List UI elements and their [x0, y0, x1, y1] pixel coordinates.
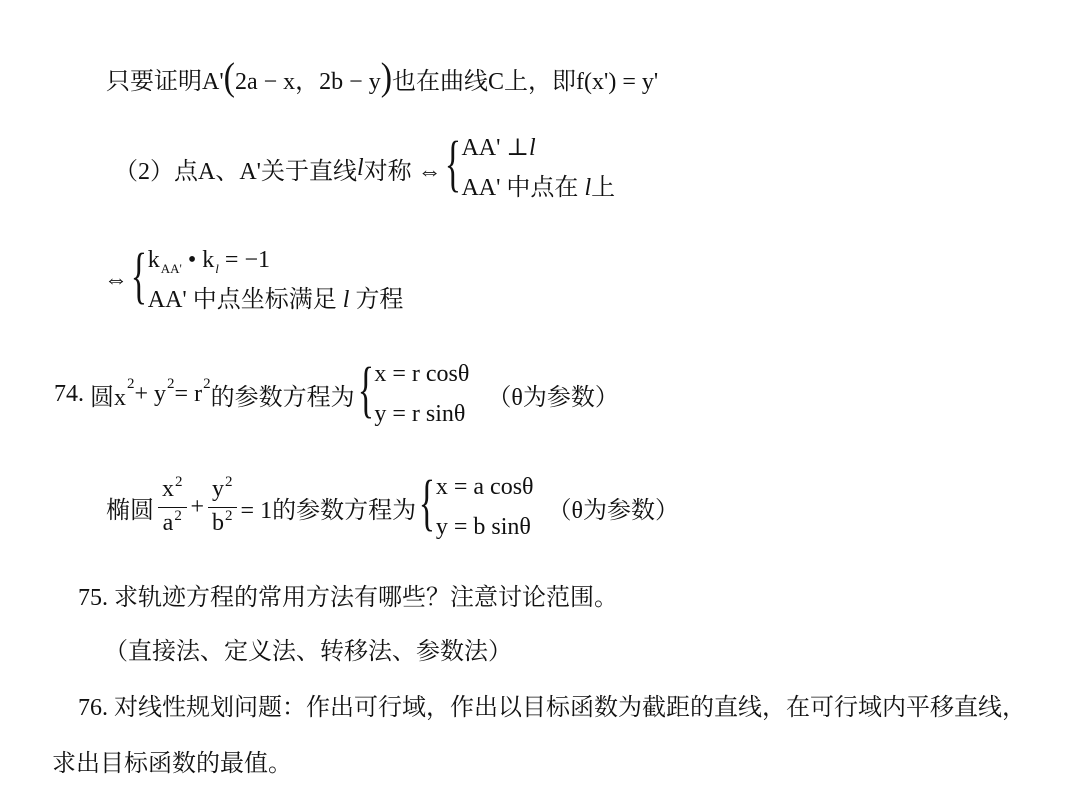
symmetry-item: [114, 128, 615, 208]
numerator: [158, 474, 187, 508]
ellipse-item: [106, 466, 679, 548]
row-text: AA' 中点在: [461, 175, 585, 201]
system-row: [461, 168, 615, 208]
system-row: [148, 240, 404, 280]
item-75-text: 75. 求轨迹方程的常用方法有哪些？注意讨论范围。: [78, 584, 618, 611]
superscript: 2: [203, 375, 211, 392]
line-l: l: [357, 154, 364, 181]
line-l: l: [529, 135, 536, 161]
row-text: AA' 中点坐标满足: [147, 287, 343, 313]
fraction-y: [208, 474, 237, 541]
right-paren: ): [380, 56, 393, 99]
system-row: x = a cosθ: [435, 474, 534, 500]
ellipse-system: [436, 467, 534, 547]
slope-k: k: [147, 247, 160, 273]
line-l: l: [584, 175, 592, 201]
circle-eq-eq: = r: [174, 380, 203, 407]
proof-line: [106, 58, 658, 98]
ellipse-post: = 1的参数方程为: [240, 497, 417, 524]
system-row: y = b sinθ: [435, 514, 531, 540]
symmetry-equiv: 对称 ⇔: [363, 158, 442, 185]
left-brace: {: [418, 469, 436, 537]
ellipse-plus: +: [190, 493, 205, 520]
superscript: 2: [175, 473, 183, 490]
var: a: [162, 509, 174, 536]
item-number: 74.: [54, 380, 84, 407]
equiv-arrow: ⇔: [104, 266, 128, 293]
superscript: 2: [225, 507, 233, 524]
left-paren: (: [223, 56, 235, 99]
symmetry-label: （2）点A、A'关于直线: [114, 158, 357, 185]
proof-point: 2a − x，2b − y: [234, 68, 381, 95]
row-text: 方程: [349, 287, 404, 313]
fraction-x: [158, 474, 187, 541]
left-brace: {: [130, 242, 148, 310]
param-note: （θ为参数）: [487, 384, 619, 411]
system-row: [461, 128, 615, 168]
item-75: [78, 574, 618, 614]
row-text: AA' ⊥: [461, 135, 529, 161]
param-note: （θ为参数）: [547, 497, 680, 524]
item-74: [54, 354, 619, 434]
proof-prefix: 只要证明A': [106, 68, 224, 95]
item-76-line1: [78, 684, 1026, 724]
superscript: 2: [225, 473, 233, 490]
denominator: [159, 508, 186, 541]
numerator: [208, 474, 237, 508]
equiv-block: [104, 240, 403, 320]
item-76-text: 76. 对线性规划问题：作出可行域，作出以目标函数为截距的直线，在可行域内平移直线，: [78, 694, 1026, 721]
denominator: [208, 508, 237, 541]
left-brace: {: [444, 130, 461, 198]
superscript: 2: [127, 375, 135, 392]
circle-eq-post: 的参数方程为: [210, 384, 355, 411]
system-row: x = r cosθ: [374, 361, 470, 387]
methods-line: [104, 628, 512, 668]
ellipse-pre: 椭圆: [106, 497, 154, 524]
system-row: [148, 280, 404, 320]
line-l: l: [342, 287, 350, 313]
circle-eq-plus: + y: [134, 380, 167, 407]
row-text: = −1: [218, 247, 270, 273]
superscript: 2: [174, 507, 182, 524]
methods-text: （直接法、定义法、转移法、参数法）: [104, 638, 512, 665]
superscript: 2: [167, 375, 175, 392]
row-text: 上: [591, 175, 616, 201]
item-76-text-cont: 求出目标函数的最值。: [52, 750, 292, 777]
subscript: l: [215, 261, 219, 276]
var: x: [162, 475, 174, 502]
left-brace: {: [357, 356, 374, 424]
subscript: AA': [160, 261, 182, 276]
row-text: • k: [181, 247, 215, 273]
circle-system: [374, 354, 469, 434]
circle-eq-pre: 圆x: [90, 384, 126, 411]
proof-suffix: 也在曲线C上，即f(x') = y': [392, 68, 659, 95]
equiv-system: [148, 240, 404, 320]
var: b: [212, 509, 225, 536]
symmetry-system: [461, 128, 615, 208]
var: y: [212, 475, 225, 502]
system-row: y = r sinθ: [374, 401, 466, 427]
item-76-line2: [52, 740, 292, 780]
